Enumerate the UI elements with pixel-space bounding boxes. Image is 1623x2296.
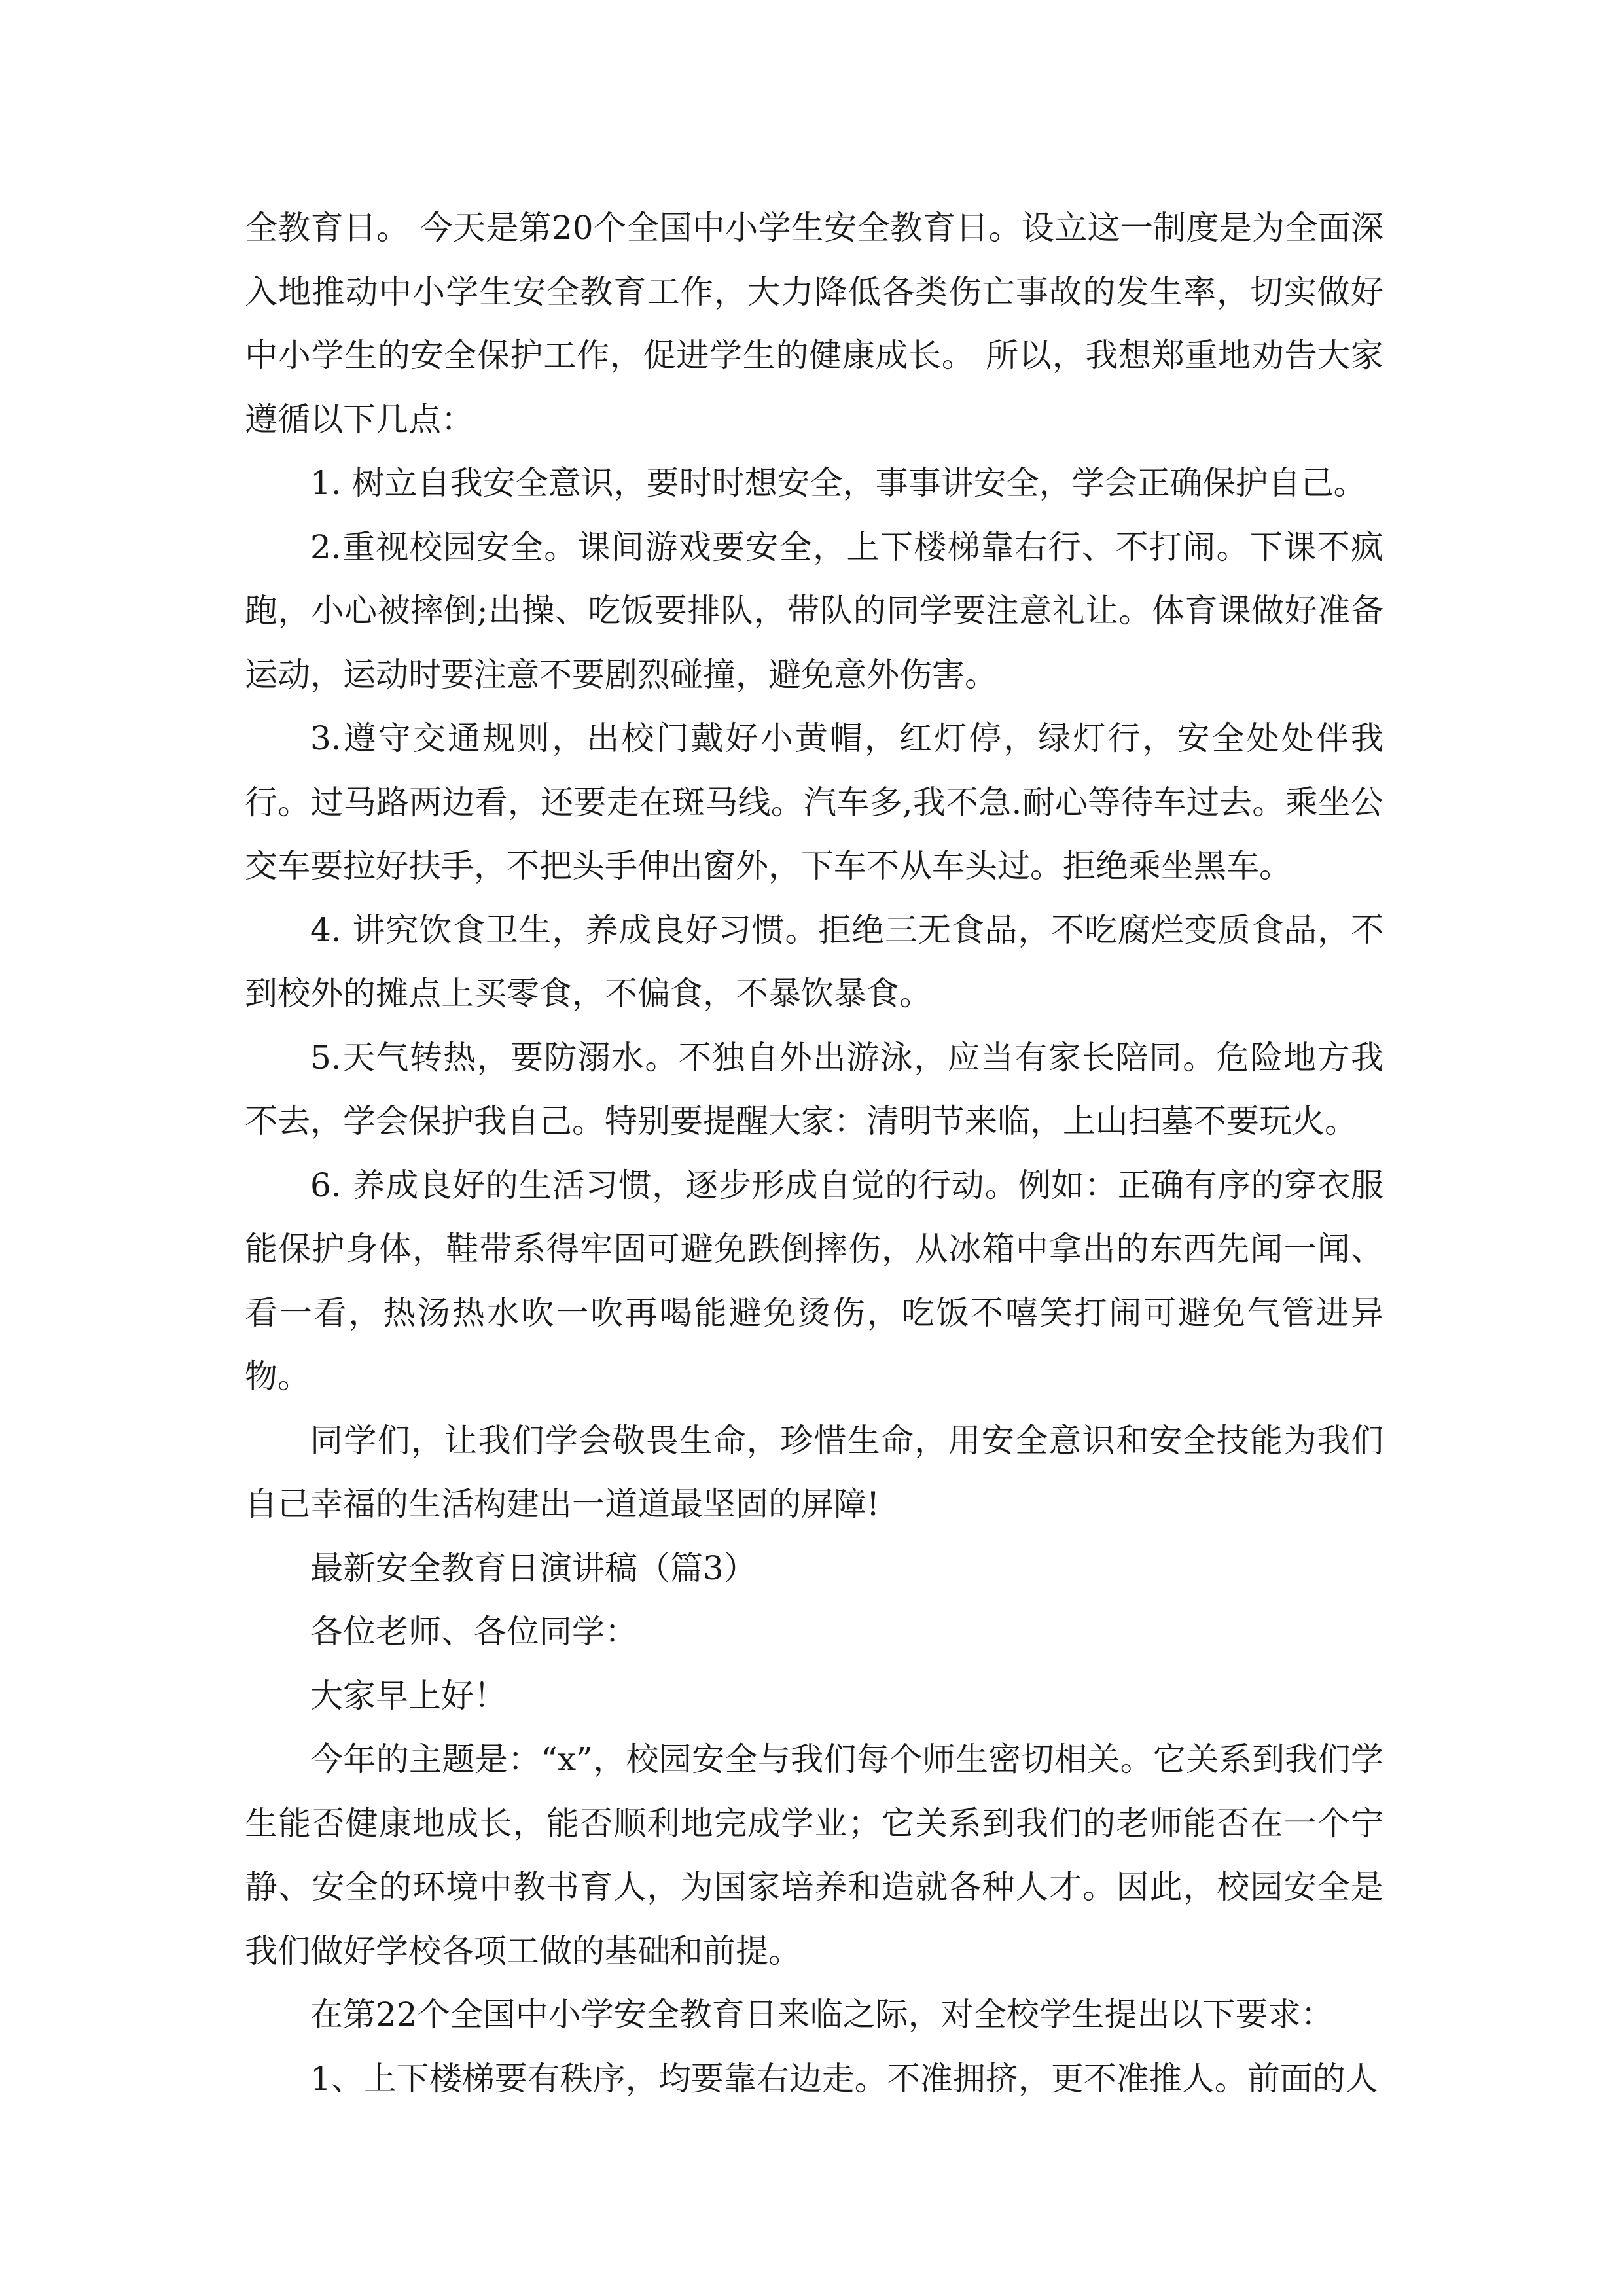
document-body (245, 196, 1383, 2111)
greeting: 大家早上好！ (310, 1676, 507, 1715)
paragraph-point-4: 4. 讲究饮食卫生，养成良好习惯。拒绝三无食品，不吃腐烂变质食品，不到校外的摊点上买零食，不偏食，不暴饮暴食。 (245, 910, 1383, 1013)
paragraph-requirement-1: 1、上下楼梯要有秩序，均要靠右边走。不准拥挤，更不准推人。前面的人 (310, 2059, 1378, 2098)
paragraph-point-3: 3.遵守交通规则，出校门戴好小黄帽，红灯停，绿灯行，安全处处伴我行。过马路两边看，还要走在斑马线。汽车多,我不急.耐心等待车过去。乘坐公交车要拉好扶手，不把头手伸出窗外，下车不从车头过。拒绝乘坐黑车。 (245, 719, 1383, 885)
paragraph-intro: 全教育日。 今天是第20个全国中小学生安全教育日。设立这一制度是为全面深入地推动中小学生安全教育工作，大力降低各类伤亡事故的发生率，切实做好中小学生的安全保护工作，促进学生的健康成长。 所以，我想郑重地劝告大家遵循以下几点： (245, 209, 1383, 439)
paragraph-requirements-intro: 在第22个全国中小学安全教育日来临之际，对全校学生提出以下要求： (310, 1996, 1334, 2034)
section-heading: 最新安全教育日演讲稿（篇3） (310, 1549, 757, 1587)
salutation: 各位老师、各位同学： (310, 1613, 637, 1651)
paragraph-point-6: 6. 养成良好的生活习惯，逐步形成自觉的行动。例如：正确有序的穿衣服能保护身体，鞋带系得牢固可避免跌倒摔伤，从冰箱中拿出的东西先闻一闻、看一看，热汤热水吹一吹再喝能避免烫伤，吃饭不嘻笑打闹可避免气管进异物。 (245, 1166, 1383, 1395)
paragraph-point-2: 2.重视校园安全。课间游戏要安全，上下楼梯靠右行、不打闹。下课不疯跑，小心被摔倒;出操、吃饭要排队，带队的同学要注意礼让。体育课做好准备运动，运动时要注意不要剧烈碰撞，避免意外伤害。 (245, 528, 1383, 694)
paragraph-closing: 同学们，让我们学会敬畏生命，珍惜生命，用安全意识和安全技能为我们自己幸福的生活构建出一道道最坚固的屏障! (245, 1421, 1383, 1523)
paragraph-point-5: 5.天气转热，要防溺水。不独自外出游泳，应当有家长陪同。危险地方我不去，学会保护我自己。特别要提醒大家：清明节来临，上山扫墓不要玩火。 (245, 1038, 1383, 1140)
paragraph-point-1: 1. 树立自我安全意识，要时时想安全，事事讲安全，学会正确保护自己。 (310, 464, 1366, 502)
paragraph-theme: 今年的主题是：“x”，校园安全与我们每个师生密切相关。它关系到我们学生能否健康地成长，能否顺利地完成学业；它关系到我们的老师能否在一个宁静、安全的环境中教书育人，为国家培养和造就各种人才。因此，校园安全是我们做好学校各项工做的基础和前提。 (245, 1740, 1383, 1970)
